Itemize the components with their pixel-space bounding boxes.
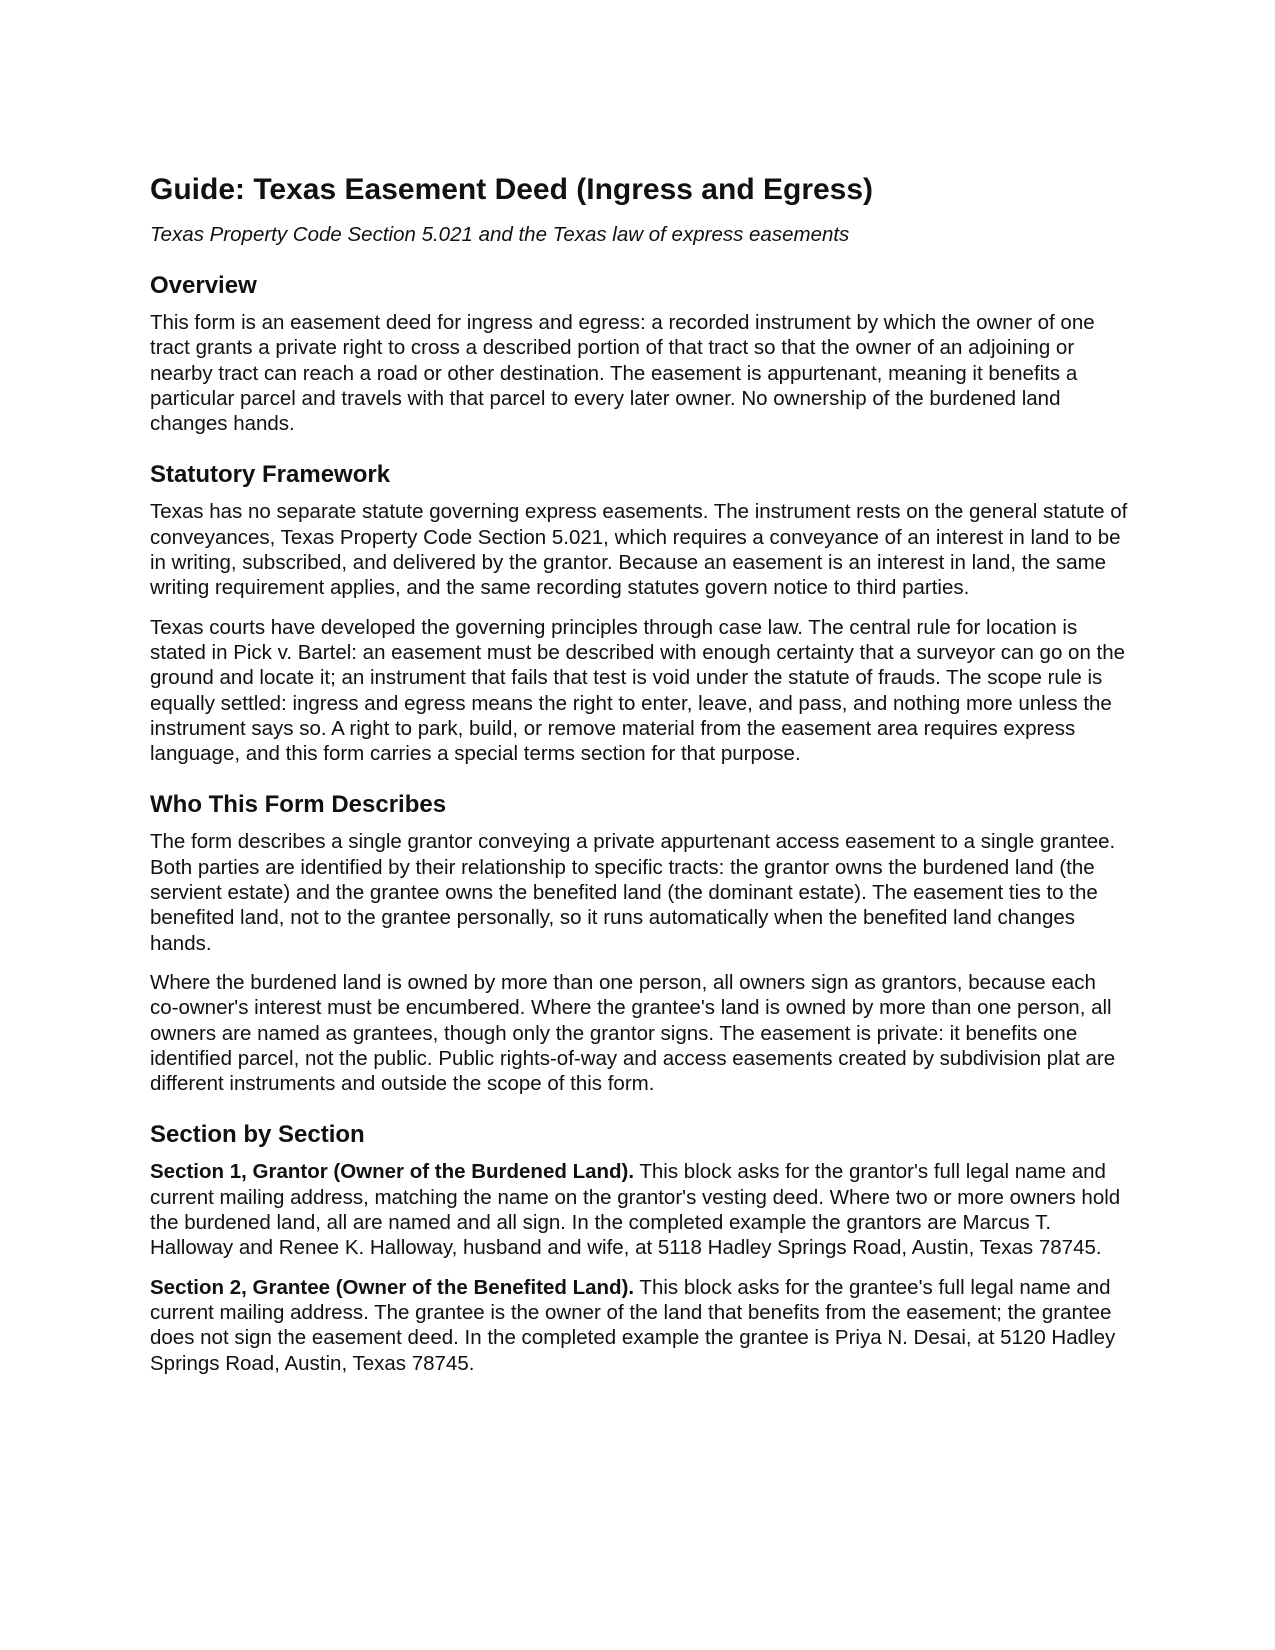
section-heading: Who This Form Describes [150, 791, 447, 819]
section-heading: Overview [150, 272, 257, 299]
item-lead: Section 1, Grantor (Owner of the Burdened Land). [150, 1160, 635, 1184]
paragraph: Where the burdened land is owned by more than one person, all owners sign as grantors, because each co-owner's interest must be encumbered. Where the grantee's land is owned by more than one person, all owners are named as grantees, though only the grantor signs. The easement is private: it benefits one identified parcel, not the public. Public rights-of-way and access easements created by subdivision plat are different instruments and outside the scope of this form. [150, 970, 1116, 1096]
paragraph: The form describes a single grantor conveying a private appurtenant access easement to a single grantee. Both parties are identified by their relationship to specific tracts: the grantor owns the burdened land (the servient estate) and the grantee owns the benefited land (the dominant estate). The easement ties to the benefited land, not to the grantee personally, so it runs automatically when the benefited land changes hands. [150, 830, 1116, 955]
document-page [150, 172, 1130, 1400]
section-heading: Statutory Framework [150, 461, 391, 489]
item-text: This block asks for the grantor's full legal name and current mailing address, matching the name on the grantor's vesting deed. Where two or more owners hold the burdened land, all are named and all sign. In the completed example the grantors are Marcus T. Halloway and Renee K. Halloway, husband and wife, at 5118 Hadley Springs Road, Austin, Texas 78745. [150, 1160, 1121, 1260]
item-text: This block asks for the grantee's full legal name and current mailing address. The grantee is the owner of the land that benefits from the easement; the grantee does not sign the easement deed. In the completed example the grantee is Priya N. Desai, at 5120 Hadley Springs Road, Austin, Texas 78745. [150, 1275, 1116, 1375]
item-lead: Section 2, Grantee (Owner of the Benefited Land). [150, 1275, 635, 1299]
paragraph: Texas courts have developed the governing principles through case law. The central rule for location is stated in Pick v. Bartel: an easement must be described with enough certainty that a surveyor can go on the ground and locate it; an instrument that fails that test is void under the statute of frauds. The scope rule is equally settled: ingress and egress means the right to enter, leave, and pass, and nothing more unless the instrument says so. A right to park, build, or remove material from the easement area requires express language, and this form carries a special terms section for that purpose. [150, 615, 1126, 766]
section-item-grantor [150, 1159, 1130, 1260]
section-statutory-framework [150, 460, 1130, 766]
document-subtitle: Texas Property Code Section 5.021 and the Texas law of express easements [150, 223, 850, 246]
document-title: Guide: Texas Easement Deed (Ingress and Egress) [150, 173, 874, 206]
section-by-section [150, 1120, 1130, 1375]
section-item-grantee [150, 1275, 1130, 1376]
paragraph: This form is an easement deed for ingress and egress: a recorded instrument by which the owner of one tract grants a private right to cross a described portion of that tract so that the owner of an adjoining or nearby tract can reach a road or other destination. The easement is appurtenant, meaning it benefits a particular parcel and travels with that parcel to every later owner. No ownership of the burdened land changes hands. [150, 311, 1095, 436]
section-heading: Section by Section [150, 1121, 365, 1149]
paragraph: Texas has no separate statute governing express easements. The instrument rests on the general statute of conveyances, Texas Property Code Section 5.021, which requires a conveyance of an interest in land to be in writing, subscribed, and delivered by the grantor. Because an easement is an interest in land, the same writing requirement applies, and the same recording statutes govern notice to third parties. [150, 500, 1128, 600]
section-who-this-form-describes [150, 790, 1130, 1096]
section-overview [150, 271, 1130, 436]
